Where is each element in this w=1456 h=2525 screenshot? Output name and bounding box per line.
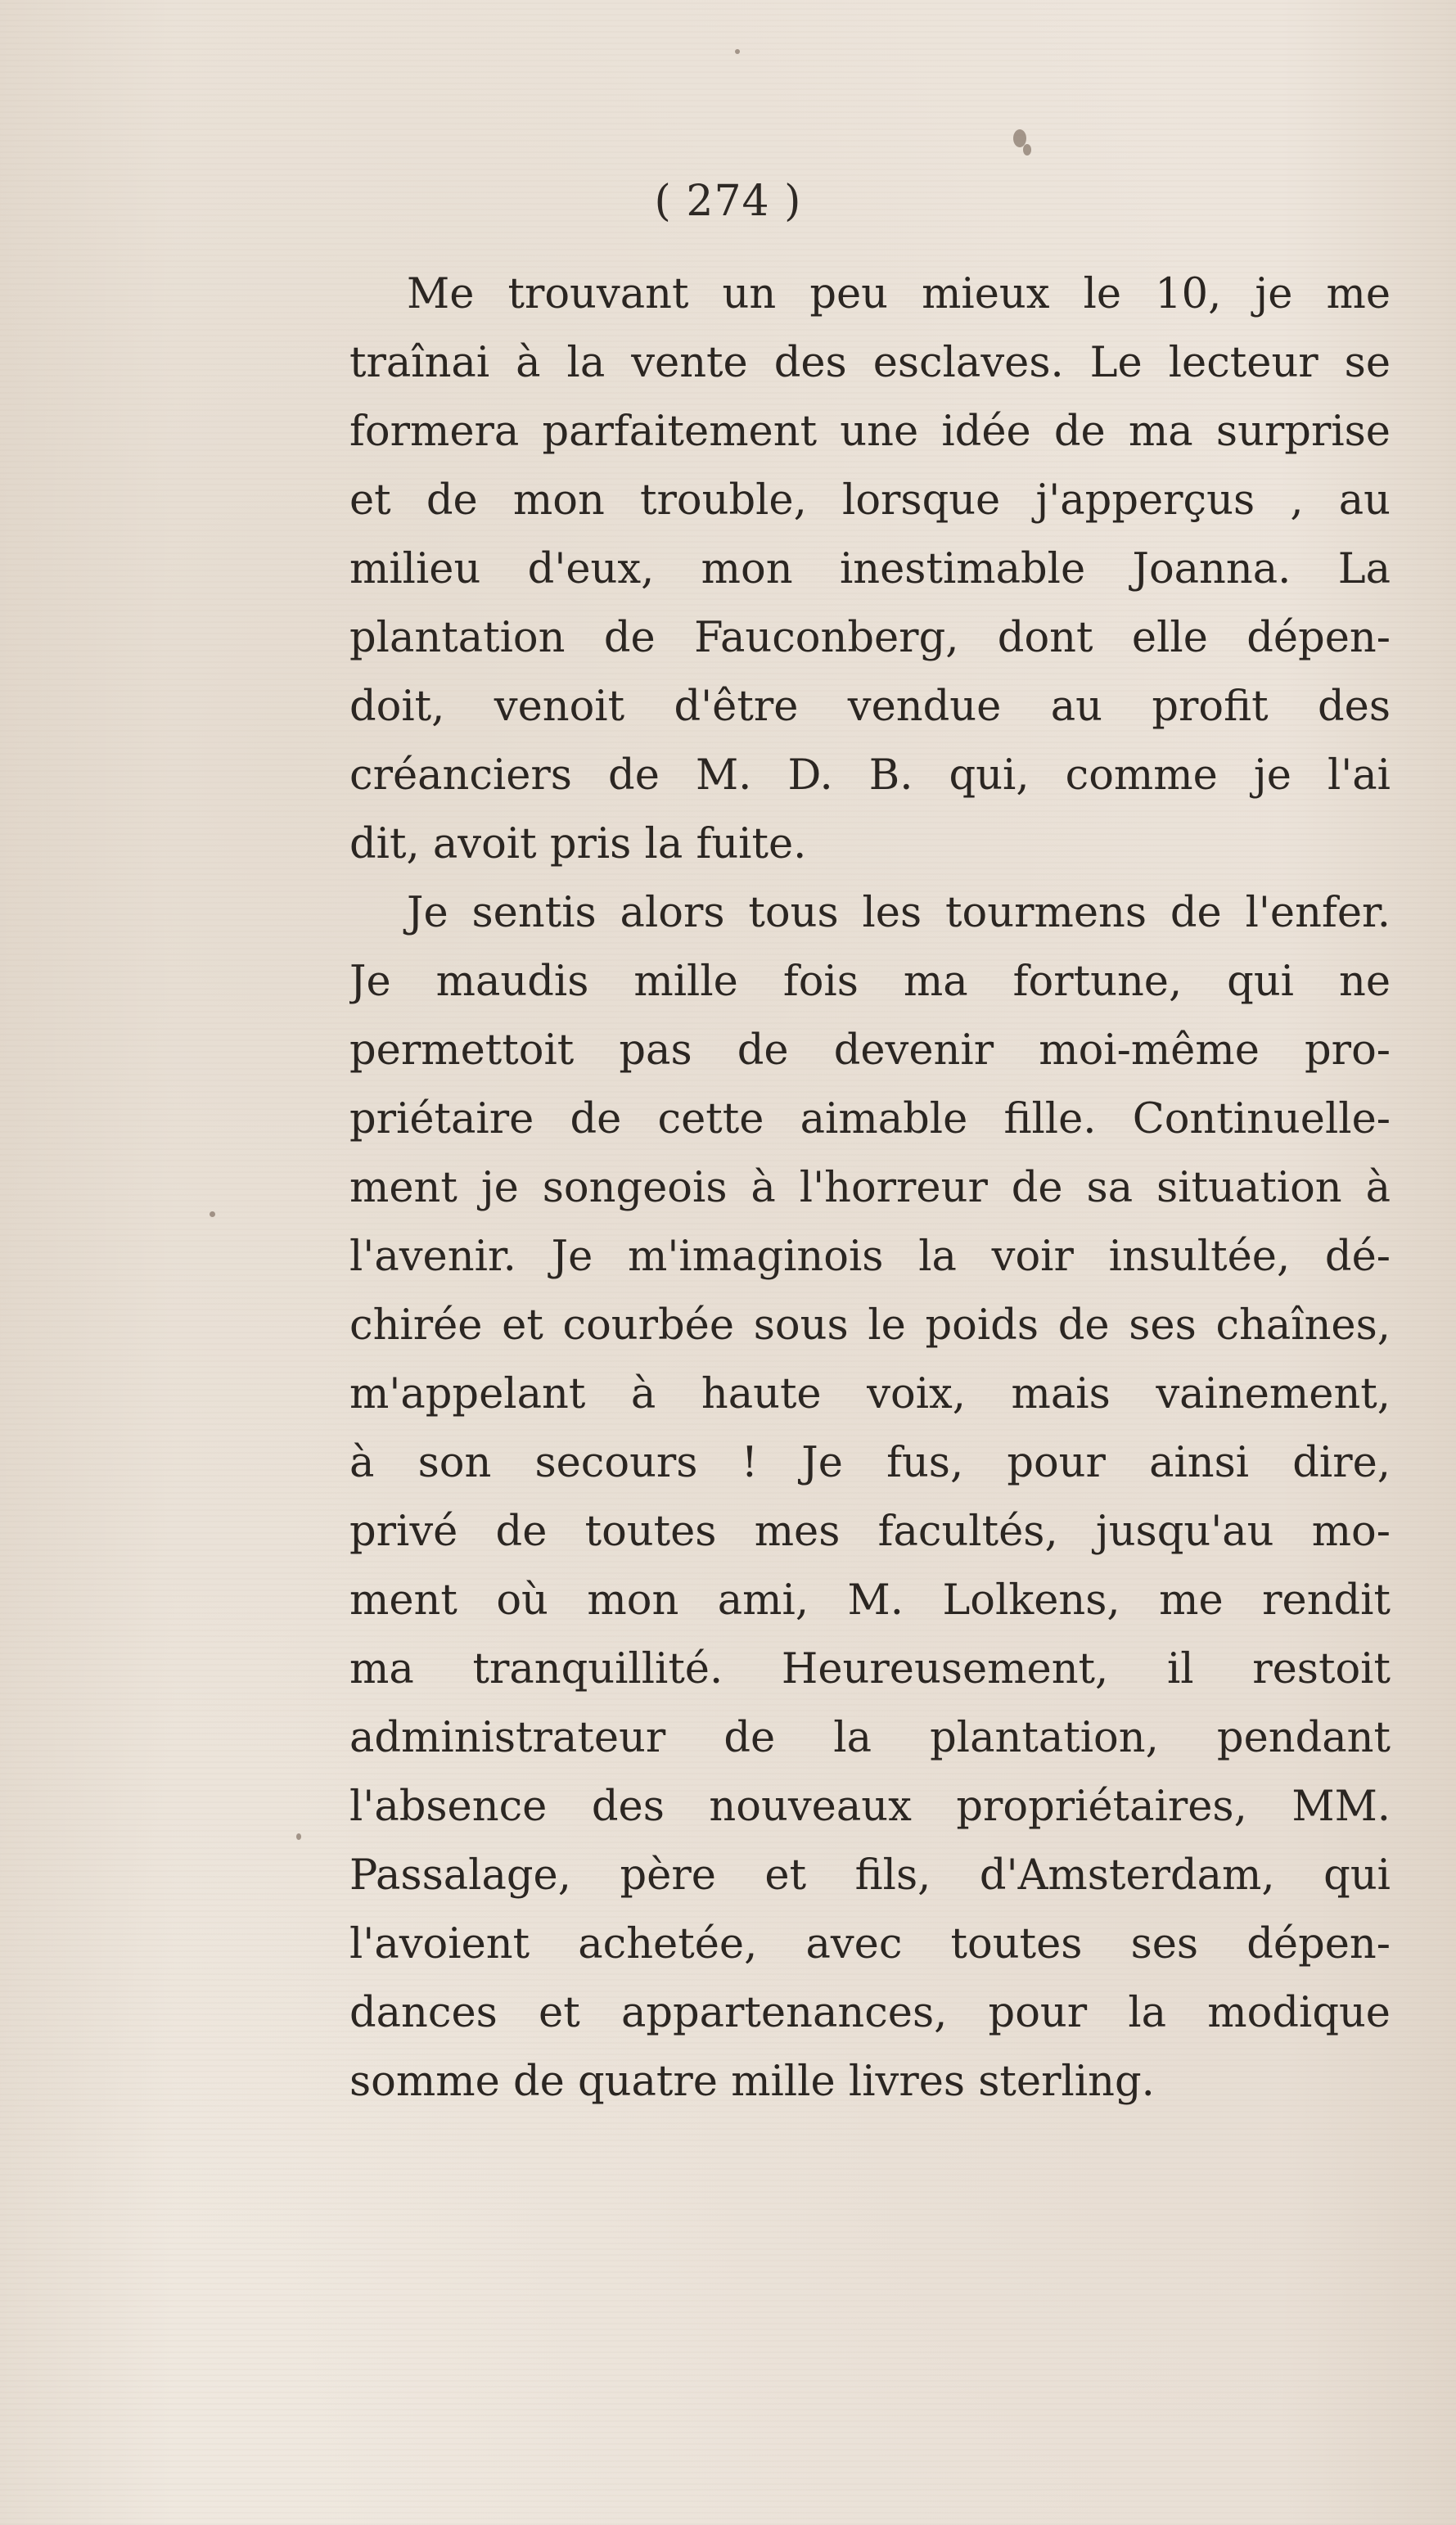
paragraph [349,260,1391,879]
text-line: et de mon trouble, lorsque j'apperçus , au [349,476,1391,525]
text-line: à son secours ! Je fus, pour ainsi dire, [349,1439,1391,1487]
text-line: doit, venoit d'être vendue au profit des [349,683,1391,731]
ink-smudge [296,1833,301,1840]
text-line: ma tranquillité. Heureusement, il restoit [349,1645,1391,1693]
text-line: dances et appartenances, pour la modique [349,1989,1391,2037]
text-line: privé de toutes mes facultés, jusqu'au mo- [349,1508,1391,1556]
text-line: Je sentis alors tous les tourmens de l'enfer. [407,889,1391,937]
text-line: chirée et courbée sous le poids de ses chaînes, [349,1301,1391,1350]
text-line: Passalage, père et fils, d'Amsterdam, qui [349,1851,1391,1900]
text-line: formera parfaitement une idée de ma surprise [349,408,1391,456]
text-line: permettoit pas de devenir moi-même pro- [349,1026,1391,1075]
text-line: milieu d'eux, mon inestimable Joanna. La [349,545,1391,593]
text-line: l'absence des nouveaux propriétaires, MM. [349,1783,1391,1831]
text-line: plantation de Fauconberg, dont elle dépen- [349,614,1391,662]
page-number: ( 274 ) [654,177,802,226]
text-line: m'appelant à haute voix, mais vainement, [349,1370,1391,1418]
ink-smudge [1023,144,1031,156]
body-text [349,260,1391,2117]
text-line: administrateur de la plantation, pendant [349,1714,1391,1762]
text-line: l'avoient achetée, avec toutes ses dépen- [349,1920,1391,1968]
text-line: dit, avoit pris la fuite. [349,820,807,868]
text-line: ment où mon ami, M. Lolkens, me rendit [349,1576,1391,1625]
text-line: somme de quatre mille livres sterling. [349,2058,1155,2106]
text-line: Me trouvant un peu mieux le 10, je me [407,270,1391,318]
text-line: créanciers de M. D. B. qui, comme je l'ai [349,751,1391,800]
text-line: traînai à la vente des esclaves. Le lecteur se [349,339,1391,387]
text-line: l'avenir. Je m'imaginois la voir insultée, dé- [349,1233,1391,1281]
paragraph [349,879,1391,2117]
ink-smudge [735,49,740,54]
text-line: ment je songeois à l'horreur de sa situation à [349,1164,1391,1212]
ink-smudge [210,1211,215,1217]
text-line: priétaire de cette aimable fille. Continuelle- [349,1095,1391,1143]
text-line: Je maudis mille fois ma fortune, qui ne [349,958,1391,1006]
